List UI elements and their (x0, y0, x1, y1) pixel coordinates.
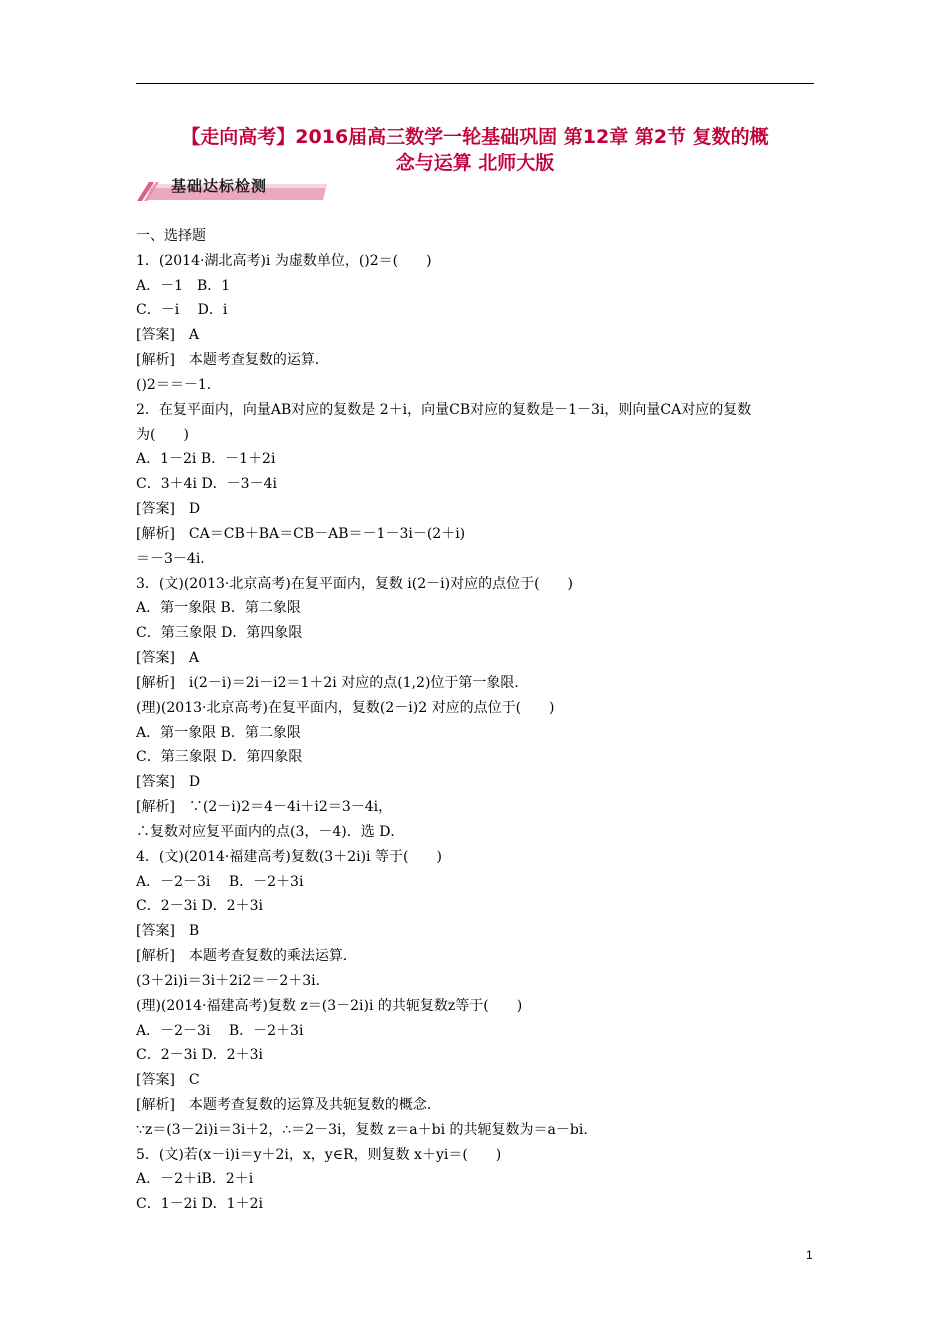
text-line: C．3＋4i D．－3－4i (136, 476, 277, 493)
text-line: 3．(文)(2013·北京高考)在复平面内，复数 i(2－i)对应的点位于( ) (136, 575, 573, 592)
page-number: 1 (806, 1248, 813, 1262)
text-line: [解析] 本题考查复数的运算及共轭复数的概念． (136, 1096, 441, 1113)
header-rule (136, 83, 814, 84)
section-banner (137, 174, 332, 204)
text-line: [解析] CA＝CB＋BA＝CB－AB＝－1－3i－(2＋i) (136, 525, 466, 542)
document-body (136, 224, 826, 1217)
text-line: C．第三象限 D．第四象限 (136, 625, 303, 642)
title-line-2: 念与运算 北师大版 (395, 152, 555, 174)
text-line: ()2＝＝－1. (136, 376, 212, 393)
banner-label: 基础达标检测 (171, 177, 268, 195)
text-line: C．第三象限 D．第四象限 (136, 749, 303, 766)
text-line: 4．(文)(2014·福建高考)复数(3＋2i)i 等于( ) (136, 848, 442, 865)
document-title (136, 124, 814, 176)
text-line: [答案] B (136, 923, 200, 940)
text-line: ＝－3－4i. (136, 550, 205, 567)
text-line: [答案] D (136, 774, 201, 791)
text-line: [解析] 本题考查复数的运算． (136, 352, 329, 369)
text-line: A．第一象限 B．第二象限 (136, 724, 301, 741)
text-line: C．1－2i D．1＋2i (136, 1196, 263, 1213)
text-line: [答案] A (136, 650, 200, 667)
text-line: ∵z＝(3－2i)i＝3i＋2，∴＝2－3i，复数 z＝a＋bi 的共轭复数为＝a－bi. (136, 1121, 588, 1138)
text-line: 2．在复平面内，向量AB对应的复数是 2＋i，向量CB对应的复数是－1－3i，则向量CA对应的复数 (136, 401, 752, 418)
text-line: A．－2－3i B．－2＋3i (136, 873, 304, 890)
text-line: A．－1 B．1 (136, 277, 231, 294)
text-line: [解析] ∵(2－i)2＝4－4i＋i2＝3－4i， (136, 799, 393, 816)
title-line-1: 【走向高考】2016届高三数学一轮基础巩固 第12章 第2节 复数的概 (181, 126, 769, 148)
text-line: [答案] D (136, 501, 201, 518)
text-line: (理)(2014·福建高考)复数 z＝(3－2i)i 的共轭复数z等于( ) (136, 997, 523, 1014)
text-line: A．－2＋iB．2＋i (136, 1171, 254, 1188)
text-line: (理)(2013·北京高考)在复平面内，复数(2－i)2 对应的点位于( ) (136, 699, 555, 716)
text-line: C．2－3i D．2＋3i (136, 898, 263, 915)
text-line: [答案] A (136, 327, 200, 344)
text-line: [答案] C (136, 1072, 200, 1089)
text-line: 为( ) (136, 426, 189, 443)
text-line: 一、选择题 (136, 228, 206, 244)
text-line: (3＋2i)i＝3i＋2i2＝－2＋3i. (136, 972, 321, 989)
text-line: A．1－2i B．－1＋2i (136, 451, 276, 468)
text-line: C．2－3i D．2＋3i (136, 1047, 263, 1064)
text-line: 5．(文)若(x－i)i＝y＋2i，x，y∈R，则复数 x＋yi＝( ) (136, 1146, 502, 1163)
text-line: A．－2－3i B．－2＋3i (136, 1022, 304, 1039)
text-line: C．－i D．i (136, 302, 228, 319)
text-line: [解析] i(2－i)＝2i－i2＝1＋2i 对应的点(1,2)位于第一象限． (136, 674, 529, 691)
text-line: [解析] 本题考查复数的乘法运算． (136, 948, 357, 965)
text-line: 1．(2014·湖北高考)i 为虚数单位，()2＝( ) (136, 252, 432, 269)
text-line: ∴复数对应复平面内的点(3，－4)．选 D． (136, 823, 405, 840)
text-line: A．第一象限 B．第二象限 (136, 600, 301, 617)
